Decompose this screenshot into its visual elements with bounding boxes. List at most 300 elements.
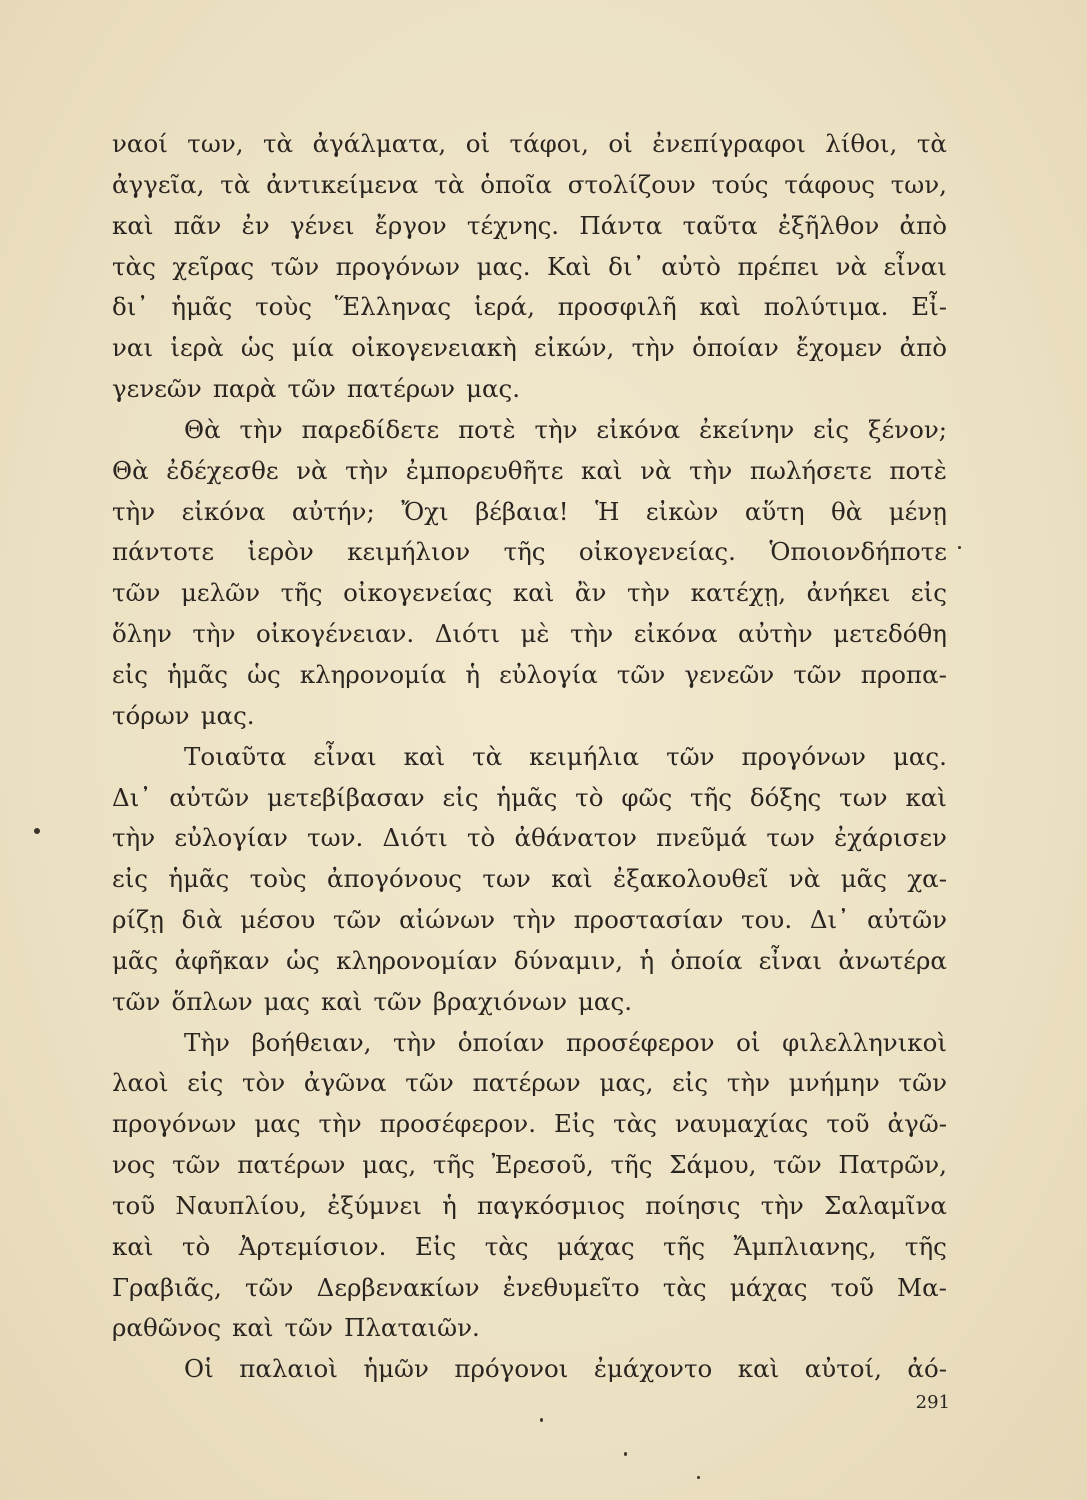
- word: διὰ: [181, 905, 223, 935]
- word: αὐτήν;: [291, 496, 375, 526]
- word: Ἐρεσοῦ,: [491, 1150, 594, 1180]
- word: ἀνωτέρα: [838, 945, 947, 975]
- word: Θὰ: [112, 455, 149, 485]
- word: προσέφερον: [565, 1027, 715, 1057]
- word: τὴν: [112, 496, 156, 526]
- word: ὁποίαν: [457, 1027, 545, 1057]
- word: ἀγῶ-: [887, 1109, 947, 1139]
- word: εἰκόνα: [633, 619, 718, 649]
- word: ὡς: [286, 945, 320, 975]
- word: τοῦ: [830, 1272, 874, 1302]
- word: ἐνεθυμεῖτο: [502, 1272, 640, 1302]
- word: ἀφῆκαν: [174, 945, 270, 975]
- word: τῶν: [284, 1313, 333, 1343]
- word: τὴν: [631, 333, 675, 363]
- word: ἐξῆλθον: [778, 210, 880, 240]
- word: των: [766, 823, 815, 853]
- word: τὸν: [241, 1068, 286, 1098]
- word: καὶ: [403, 741, 446, 771]
- word: αἰώνων: [399, 905, 496, 935]
- word: Εἰς: [553, 1109, 596, 1139]
- word: τάφους: [784, 169, 875, 199]
- body-text: [112, 124, 947, 1390]
- word: πατέρων: [346, 374, 456, 404]
- word: τοὺς: [249, 864, 307, 894]
- word: ἡμῶν: [363, 1354, 429, 1384]
- word: μᾶς: [840, 864, 887, 894]
- word: αὕτη: [744, 496, 805, 526]
- word: ἱερά,: [473, 292, 535, 322]
- word: εἰς: [813, 414, 850, 444]
- word: τῆς: [503, 537, 546, 567]
- paper-speck: [958, 546, 961, 549]
- word: μέσου: [240, 905, 316, 935]
- word: εἰκὼν: [645, 496, 719, 526]
- word: τῆς: [610, 1150, 653, 1180]
- word: Διότι: [434, 619, 500, 649]
- word: λαοὶ: [112, 1068, 169, 1098]
- word: τῶν: [793, 659, 842, 689]
- text-line: [112, 124, 947, 165]
- word: καὶ: [112, 1231, 154, 1261]
- word: τῆς: [690, 782, 733, 812]
- word: καὶ: [905, 782, 947, 812]
- word: μία: [291, 333, 334, 363]
- word: Σάμου,: [669, 1150, 757, 1180]
- word: ἡ: [639, 945, 655, 975]
- word: τὰ: [472, 741, 503, 771]
- word: εἰς: [442, 782, 479, 812]
- word: ἡ: [442, 1190, 457, 1220]
- word: ἐξύμνει: [327, 1190, 422, 1220]
- word: τὴν: [392, 1027, 437, 1057]
- word: μετεβίβασαν: [267, 782, 425, 812]
- word: Ἡ: [595, 496, 620, 526]
- word: οἰκογενείας: [343, 578, 493, 608]
- word: των.: [307, 823, 364, 853]
- word: ρίζῃ: [112, 905, 164, 935]
- text-line: [112, 287, 947, 328]
- word: αὐτοί,: [804, 1354, 882, 1384]
- word: παγκόσμιος: [476, 1190, 626, 1220]
- word: καὶ: [320, 986, 363, 1016]
- word: μας: [254, 1109, 301, 1139]
- text-line: [112, 1145, 947, 1186]
- text-line: [112, 1063, 947, 1104]
- word: ἀγάλματα,: [312, 129, 447, 158]
- word: μας.: [892, 741, 947, 771]
- word: ὁποίαν: [692, 333, 779, 363]
- word: των,: [187, 129, 244, 158]
- text-line: [112, 1023, 947, 1064]
- word: ὁποῖα: [480, 169, 552, 199]
- word: ἀντικείμενα: [266, 169, 419, 199]
- text-line: [112, 451, 947, 492]
- text-line: [112, 941, 947, 982]
- word: κατέχῃ,: [690, 578, 787, 608]
- word: τὴν: [512, 905, 556, 935]
- word: τοὺς: [255, 292, 312, 322]
- word: ποίησις: [645, 1190, 741, 1220]
- word: τὰς: [484, 1231, 529, 1261]
- word: των,: [890, 169, 947, 199]
- word: εἰς: [910, 578, 947, 608]
- text-line: [112, 165, 947, 206]
- word: Ναυπλίου,: [175, 1190, 307, 1220]
- word: πατέρων: [237, 1150, 346, 1180]
- word: Τοιαῦτα: [184, 741, 287, 771]
- word: καὶ: [737, 1354, 780, 1384]
- word: τοῦ: [826, 1109, 870, 1139]
- word: ἐχάρισεν: [834, 823, 947, 853]
- word: τὴν: [112, 823, 156, 853]
- word: ἀπὸ: [899, 210, 947, 240]
- word: εἰς: [187, 1068, 224, 1098]
- word: τὰ: [220, 169, 251, 199]
- word: προσφιλῆ: [557, 292, 677, 322]
- word: ἡμᾶς: [167, 659, 228, 689]
- word: Πλαταιῶν.: [344, 1313, 480, 1343]
- word: φῶς: [621, 782, 673, 812]
- word: παρεδίδετε: [301, 414, 440, 444]
- word: τὸ: [466, 823, 496, 853]
- word: ἱερὰ: [170, 333, 224, 363]
- word: βραχιόνων: [432, 986, 567, 1016]
- text-line: [112, 859, 947, 900]
- word: τῶν: [332, 905, 382, 935]
- word: αὐτῶν: [169, 782, 250, 812]
- word: Ὁποιονδήποτε: [769, 537, 947, 567]
- word: τάφοι,: [509, 129, 589, 158]
- text-line: [112, 328, 947, 369]
- word: ἡμᾶς: [171, 292, 233, 322]
- word: δόξης: [749, 782, 822, 812]
- word: γενεῶν: [684, 659, 775, 689]
- word: Ἕλληνας: [334, 292, 452, 322]
- word: τῆς: [663, 1231, 706, 1261]
- word: κληρονομία: [299, 659, 447, 689]
- word: εἰς: [112, 864, 149, 894]
- word: προγόνων: [112, 1109, 237, 1139]
- text-line: [112, 1349, 947, 1390]
- word: Δι᾽: [809, 905, 850, 935]
- word: καὶ: [699, 292, 741, 322]
- text-line: [112, 369, 947, 410]
- word: ἐμπορευθῆτε: [405, 455, 564, 485]
- word: λίθοι,: [825, 129, 898, 158]
- word: τῆς: [432, 1150, 475, 1180]
- word: μας,: [362, 1150, 417, 1180]
- word: βέβαια!: [475, 496, 569, 526]
- word: μετεδόθη: [833, 619, 947, 649]
- word: εὐλογία: [499, 659, 598, 689]
- text-line: [112, 1227, 947, 1268]
- word: τὰς: [613, 1109, 657, 1139]
- word: χεῖρας: [172, 251, 255, 281]
- word: καὶ: [512, 578, 555, 608]
- word: εἰς: [672, 1068, 709, 1098]
- word: μάχας: [557, 1231, 635, 1261]
- word: πνεῦμά: [656, 823, 748, 853]
- page-number: 291: [915, 1392, 950, 1413]
- word: ὡς: [247, 659, 281, 689]
- word: τοῦ: [112, 1190, 156, 1220]
- text-line: [112, 737, 947, 778]
- word: κειμήλιον: [347, 537, 471, 567]
- word: τὰ: [434, 169, 465, 199]
- word: ἡ: [465, 659, 480, 689]
- word: Καὶ: [547, 251, 592, 281]
- word: τῶν: [270, 251, 320, 281]
- word: Ἄμπλιανης,: [733, 1231, 877, 1261]
- word: ναοί: [112, 129, 168, 158]
- word: τὰ: [916, 129, 947, 158]
- word: Οἱ: [184, 1354, 214, 1384]
- word: καὶ: [581, 455, 623, 485]
- word: ἀγῶνα: [303, 1068, 387, 1098]
- text-line: [112, 818, 947, 859]
- word: τέχνης.: [466, 210, 560, 240]
- word: Γραβιᾶς,: [112, 1272, 222, 1302]
- word: τὰς: [112, 251, 156, 281]
- word: μᾶς: [112, 945, 159, 975]
- word: παρὰ: [212, 374, 277, 404]
- word: οἰκογενείας.: [578, 537, 736, 567]
- word: Ἀρτεμίσιον.: [238, 1231, 387, 1261]
- word: Τὴν: [184, 1027, 230, 1057]
- word: στολίζουν: [567, 169, 696, 199]
- word: γένει: [289, 210, 355, 240]
- text-line: [112, 614, 947, 655]
- word: μας.: [578, 986, 632, 1016]
- word: ὅπλων: [171, 986, 253, 1016]
- word: ἀνήκει: [806, 578, 891, 608]
- word: προπα-: [860, 659, 947, 689]
- text-line: [112, 900, 947, 941]
- word: πατέρων: [472, 1068, 581, 1098]
- word: ναι: [112, 333, 154, 363]
- word: εἰκόνα: [596, 414, 681, 444]
- word: καὶ: [232, 1313, 274, 1343]
- word: τῶν: [112, 578, 161, 608]
- word: ἡμᾶς: [168, 864, 230, 894]
- word: Διότι: [382, 823, 448, 853]
- word: ἀό-: [907, 1354, 947, 1384]
- word: ἀπογόνους: [326, 864, 463, 894]
- word: οἰκογενειακὴ: [351, 333, 517, 363]
- word: ταῦτα: [682, 210, 758, 240]
- word: τὴν: [570, 619, 614, 649]
- word: βοήθειαν,: [251, 1027, 372, 1057]
- word: Δι᾽: [112, 782, 152, 812]
- word: των: [839, 782, 888, 812]
- word: πᾶν: [173, 210, 222, 240]
- word: Εἶ-: [911, 292, 947, 322]
- word: ξένον;: [867, 414, 947, 444]
- word: τὸ: [575, 782, 604, 812]
- word: νὰ: [835, 251, 868, 281]
- word: ἀγγεῖα,: [112, 169, 205, 199]
- word: κληρονομίαν: [336, 945, 498, 975]
- word: τῶν: [373, 986, 422, 1016]
- word: Πάντα: [579, 210, 663, 240]
- word: ἱερὸν: [247, 537, 314, 567]
- word: μας.: [200, 700, 255, 730]
- word: ἐν: [241, 210, 270, 240]
- word: τῶν: [898, 1068, 947, 1098]
- word: τὴν: [626, 578, 671, 608]
- word: οἱ: [465, 129, 491, 158]
- word: γενεῶν: [112, 374, 202, 404]
- text-line: [112, 247, 947, 288]
- paper-speck: [34, 828, 40, 834]
- word: οἰκογένειαν.: [256, 619, 415, 649]
- paper-speck: [624, 1452, 627, 1456]
- word: των: [482, 864, 531, 894]
- word: τῶν: [287, 374, 336, 404]
- word: προγόνων: [335, 251, 461, 281]
- word: εἶναι: [313, 741, 377, 771]
- word: μνήμην: [788, 1068, 880, 1098]
- word: τόρων: [112, 700, 190, 730]
- word: τὰ: [262, 129, 294, 158]
- word: ὡς: [240, 333, 275, 363]
- word: μας.: [466, 374, 521, 404]
- word: τῶν: [405, 1068, 454, 1098]
- word: εὐλογίαν: [174, 823, 288, 853]
- word: προσέφερον.: [379, 1109, 536, 1139]
- word: τῶν: [773, 1150, 822, 1180]
- word: εἰκών,: [534, 333, 615, 363]
- word: τῶν: [616, 659, 666, 689]
- word: ἐδέχεσθε: [166, 455, 279, 485]
- word: ἐνεπίγραφοι: [652, 129, 806, 158]
- word: πολύτιμα.: [763, 292, 889, 322]
- word: τὰς: [662, 1272, 707, 1302]
- word: τὴν: [689, 455, 733, 485]
- text-line: [112, 410, 947, 451]
- word: δύναμιν,: [513, 945, 624, 975]
- word: τῆς: [904, 1231, 947, 1261]
- text-line: [112, 532, 947, 573]
- word: ἐμάχοντο: [593, 1354, 713, 1384]
- word: μάχας: [729, 1272, 808, 1302]
- word: Δερβενακίων: [316, 1272, 480, 1302]
- word: πωλήσετε: [749, 455, 872, 485]
- word: μελῶν: [181, 578, 261, 608]
- word: Ὄχι: [401, 496, 449, 526]
- word: οἱ: [736, 1027, 761, 1057]
- word: εἶναι: [883, 251, 947, 281]
- word: νὰ: [788, 864, 821, 894]
- word: τὸ: [181, 1231, 211, 1261]
- text-line: [112, 1186, 947, 1227]
- word: ἐκείνην: [699, 414, 795, 444]
- text-line: [112, 655, 947, 696]
- word: ἂν: [574, 578, 607, 608]
- word: νὰ: [640, 455, 672, 485]
- word: προγόνων: [741, 741, 866, 771]
- word: τῶν: [112, 986, 161, 1016]
- word: τῶν: [666, 741, 715, 771]
- word: Σαλαμῖνα: [824, 1190, 947, 1220]
- word: αὐτῶν: [867, 905, 947, 935]
- word: χα-: [907, 864, 947, 894]
- word: τὴν: [760, 1190, 804, 1220]
- word: εἶναι: [758, 945, 822, 975]
- word: ἐξακολουθεῖ: [613, 864, 769, 894]
- word: τὴν: [318, 1109, 362, 1139]
- word: μας.: [476, 251, 531, 281]
- word: του.: [741, 905, 793, 935]
- text-line: [112, 1268, 947, 1309]
- word: ἔργον: [374, 210, 447, 240]
- text-line: [112, 573, 947, 614]
- word: ὅλην: [112, 619, 172, 649]
- text-line: [112, 778, 947, 819]
- word: πάντοτε: [112, 537, 215, 567]
- word: κειμήλια: [529, 741, 640, 771]
- word: δι᾽: [112, 292, 149, 322]
- word: ποτὲ: [889, 455, 947, 485]
- word: ὁποία: [670, 945, 743, 975]
- word: εἰς: [112, 659, 149, 689]
- word: μένῃ: [888, 496, 947, 526]
- text-line: [112, 696, 947, 737]
- word: ἡμᾶς: [496, 782, 558, 812]
- word: φιλελληνικοὶ: [782, 1027, 947, 1057]
- word: οἱ: [608, 129, 633, 158]
- word: εἰκόνα: [181, 496, 266, 526]
- word: δι᾽: [608, 251, 645, 281]
- word: ποτὲ: [458, 414, 516, 444]
- text-line: [112, 982, 947, 1023]
- word: αὐτὸ: [661, 251, 721, 281]
- word: πρόγονοι: [454, 1354, 569, 1384]
- word: θὰ: [830, 496, 863, 526]
- word: Θὰ: [184, 414, 221, 444]
- word: καὶ: [551, 864, 593, 894]
- word: τῶν: [244, 1272, 294, 1302]
- text-line: [112, 206, 947, 247]
- word: τὴν: [192, 619, 236, 649]
- word: μας: [263, 986, 310, 1016]
- word: μας,: [599, 1068, 654, 1098]
- word: ἔχομεν: [796, 333, 883, 363]
- word: μὲ: [520, 619, 550, 649]
- paper-speck: [697, 1476, 700, 1479]
- word: Πατρῶν,: [838, 1150, 947, 1180]
- paper-speck: [540, 1418, 543, 1422]
- word: ἀθάνατον: [514, 823, 637, 853]
- word: τῶν: [172, 1150, 221, 1180]
- word: πρέπει: [737, 251, 820, 281]
- text-line: [112, 1308, 947, 1349]
- word: καὶ: [112, 210, 154, 240]
- word: Μα-: [897, 1272, 947, 1302]
- word: τὴν: [345, 455, 389, 485]
- word: νος: [112, 1150, 156, 1180]
- word: νὰ: [296, 455, 328, 485]
- word: τὴν: [239, 414, 283, 444]
- word: Εἰς: [414, 1231, 457, 1261]
- word: προστασίαν: [573, 905, 724, 935]
- text-line: [112, 1104, 947, 1145]
- word: ναυμαχίας: [674, 1109, 809, 1139]
- word: ἀπὸ: [899, 333, 947, 363]
- word: τῆς: [280, 578, 323, 608]
- word: τὴν: [726, 1068, 771, 1098]
